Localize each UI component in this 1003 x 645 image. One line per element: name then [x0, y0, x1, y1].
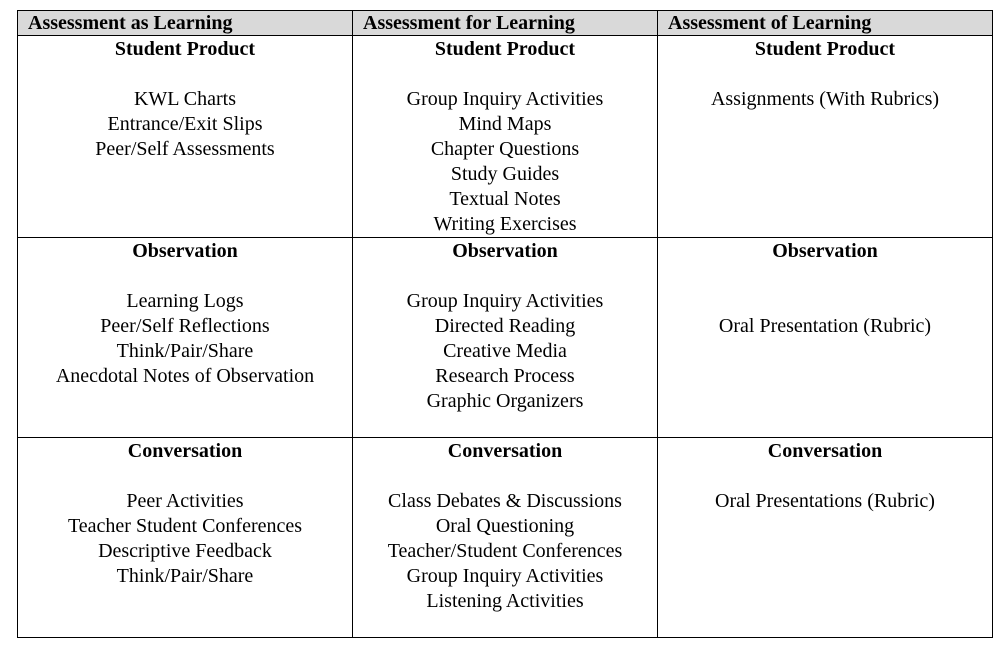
list-item: Anecdotal Notes of Observation: [55, 365, 315, 387]
table-row: [18, 438, 993, 638]
item-list: [353, 489, 657, 614]
section-title: Student Product: [754, 38, 896, 60]
table-row: [18, 36, 993, 238]
item-list: [658, 87, 992, 112]
list-item: Directed Reading: [434, 315, 576, 337]
list-item: Peer/Self Reflections: [100, 315, 270, 337]
table-cell: [353, 438, 658, 638]
list-item: Graphic Organizers: [426, 390, 584, 412]
list-item: Oral Questioning: [435, 515, 575, 537]
table-cell: [353, 238, 658, 438]
item-list: [353, 289, 657, 414]
list-item: Group Inquiry Activities: [406, 290, 604, 312]
list-item: Textual Notes: [449, 188, 561, 210]
list-item: Research Process: [435, 365, 575, 387]
section-title: Observation: [452, 240, 558, 262]
list-item: Group Inquiry Activities: [406, 565, 604, 587]
table-cell: [353, 36, 658, 238]
section-title: Student Product: [114, 38, 256, 60]
assessment-table: [17, 10, 993, 638]
list-item: Peer Activities: [126, 490, 244, 512]
list-item: Teacher Student Conferences: [67, 515, 303, 537]
table-cell: [18, 36, 353, 238]
column-header: Assessment as Learning: [18, 11, 353, 36]
table-cell: [18, 238, 353, 438]
list-item: Writing Exercises: [433, 213, 577, 235]
list-item: Teacher/Student Conferences: [387, 540, 623, 562]
section-title: Conversation: [447, 440, 563, 462]
item-list: [658, 289, 992, 339]
section-title: Observation: [132, 240, 238, 262]
table-row: [18, 238, 993, 438]
list-item: Descriptive Feedback: [98, 540, 272, 562]
list-item: Think/Pair/Share: [116, 340, 254, 362]
item-list: [18, 289, 352, 389]
table-cell: [658, 36, 993, 238]
item-list: [18, 489, 352, 589]
list-item: Mind Maps: [458, 113, 552, 135]
list-item: Oral Presentations (Rubric): [715, 490, 935, 512]
list-item: Assignments (With Rubrics): [710, 88, 940, 110]
section-title: Conversation: [767, 440, 883, 462]
section-title: Student Product: [434, 38, 576, 60]
list-item: [658, 289, 992, 314]
table-cell: [18, 438, 353, 638]
table-cell: [658, 438, 993, 638]
item-list: [18, 87, 352, 162]
item-list: [353, 87, 657, 237]
list-item: Learning Logs: [126, 290, 244, 312]
column-header: Assessment of Learning: [658, 11, 993, 36]
item-list: [658, 489, 992, 514]
section-title: Conversation: [127, 440, 243, 462]
list-item: Class Debates & Discussions: [388, 490, 622, 512]
header-row: [18, 11, 993, 36]
list-item: Listening Activities: [426, 590, 584, 612]
list-item: Oral Presentation (Rubric): [718, 315, 932, 337]
column-header: Assessment for Learning: [353, 11, 658, 36]
list-item: KWL Charts: [133, 88, 236, 110]
list-item: Study Guides: [450, 163, 560, 185]
list-item: Peer/Self Assessments: [95, 138, 275, 160]
list-item: Creative Media: [443, 340, 567, 362]
section-title: Observation: [772, 240, 878, 262]
list-item: Think/Pair/Share: [116, 565, 254, 587]
list-item: Group Inquiry Activities: [406, 88, 604, 110]
list-item: Chapter Questions: [430, 138, 580, 160]
table-cell: [658, 238, 993, 438]
list-item: Entrance/Exit Slips: [107, 113, 263, 135]
